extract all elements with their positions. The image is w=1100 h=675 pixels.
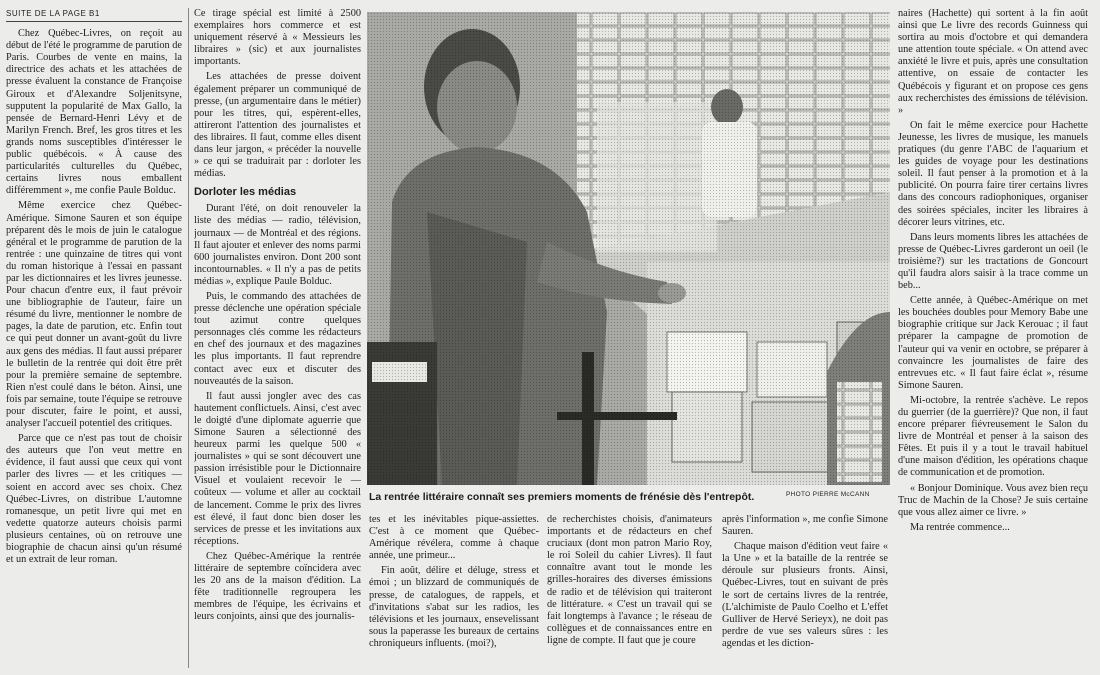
- article-paragraph: Mi-octobre, la rentrée s'achève. Le repos du guerrier (de la guerrière)? Que non, il faut encore préparer fiévreusement le Salon du livre de Montréal et penser à la saison des Fêtes. Et puis il y a tout le travail habituel d'une maison d'édition, les opérations chaque de communication et de promotion.: [898, 394, 1088, 479]
- article-paragraph: Dans leurs moments libres les attachées de presse de Québec-Livres garderont un oeil (le troisième?) sur les tractations de Goncourt qu'il faudra alors saisir à la trace comme un beb...: [898, 231, 1088, 292]
- page-folio: SUITE DE LA PAGE B1: [6, 8, 182, 22]
- article-paragraph: Chaque maison d'édition veut faire « la Une » et la bataille de la rentrée se déroule sur plusieurs fronts. Ainsi, Québec-Livres, tout en suivant de près le sort de certains livres de la rentrée, (L'alchimiste de Paulo Coelho et L'effet Gulliver de Hervé Serieyx), ne doit pas perdre de vue ses valeurs sûres : les agendas et les diction-: [722, 541, 888, 649]
- photo-caption: La rentrée littéraire connaît ses premiers moments de frénésie dès l'entrepôt.: [369, 491, 755, 503]
- article-paragraph: naires (Hachette) qui sortent à la fin août ainsi que Le livre des records Guinness qui sortira au mois d'octobre et qui demandera une attention toute spéciale. « On attend avec anxiété le livre et puis, après une consultation attentive, on essaie de contacter les Québécois y figurant et on propose ces gens aux recherchistes des émissions de télévision. »: [898, 8, 1088, 116]
- article-paragraph: Ce tirage spécial est limité à 2500 exemplaires hors commerce et est uniquement réservé à « Messieurs les libraires » (sic) et aux journalistes importants.: [194, 8, 361, 68]
- article-paragraph: Parce que ce n'est pas tout de choisir des auteurs que l'on veut mettre en évidence, il faut aussi que ceux qui vont parler des livres — et les critiques — soient en accord avec ses choix. Chez Québec-Livres, on distribue L'automne romanesque, un petit livre qui met en vedette quatorze auteurs choisis parmi plusieurs centaines, où on retrouve une biographie de chacun ainsi qu'un résumé et un extrait de leur roman.: [6, 433, 182, 566]
- article-paragraph: après l'information », me confie Simone Sauren.: [722, 514, 888, 538]
- article-paragraph: Ma rentrée commence...: [910, 521, 1010, 533]
- column-divider: [188, 8, 189, 668]
- photo-credit: PHOTO PIERRE McCANN: [786, 491, 870, 498]
- article-paragraph: Cette année, à Québec-Amérique on met les bouchées doubles pour Memory Babe une biographie critique sur Jack Kerouac ; il faut préparer la campagne de promotion de l'auteur qui va venir en octobre, se préparer à convaincre les journalistes de faire des entrevues etc. « Il faut faire éclat », résume Simone Sauren.: [898, 295, 1088, 391]
- article-column-4: [547, 514, 712, 669]
- article-paragraph: Chez Québec-Livres, on reçoit au début de l'été le programme de parution de Paris. Courbes de vente en mains, la directrice des achats et les attachées de presse évaluent la constance de Françoise Giroux et d'Alexandre Soljenitsyne, supputent la popularité de Max Gallo, la pensée de Bernard-Henri Lévy et de Marilyn French. Bref, les gros titres et les grands noms susceptibles d'intéresser le public québécois. « À cause des particularités culturelles du Québec, certains livres nous emballent différemment », me confie Paule Bolduc.: [6, 28, 182, 197]
- article-paragraph: Les attachées de presse doivent également préparer un communiqué de presse, (un argumentaire dans le métier) pour les titres, qui, espèrent-elles, attireront l'attention des journalistes et des libraires. Il faut, comme elles disent dans leur jargon, « précéder la nouvelle » ce qui se traduirait par : dorloter les médias.: [194, 71, 361, 180]
- article-column-6: [898, 8, 1088, 670]
- photo-illustration: [367, 12, 890, 485]
- warehouse-photo: [367, 12, 890, 485]
- article-column-1: [6, 8, 182, 670]
- article-paragraph: Il faut aussi jongler avec des cas hautement conflictuels. Ainsi, c'est avec le doigté d'une diplomate aguerrie que Simone Sauren a sélectionné des heureux parmi les quelque 500 « journalistes » qui se sont découvert une passion irrésistible pour le Dictionnaire Visuel et voulaient recevoir le — coûteux — volume et aller au cocktail de lancement. Comme le prix des livres est élevé, il faut donc bien doser les services de presse et les invitations aux réceptions.: [194, 390, 361, 547]
- subheading: Dorloter les médias: [194, 186, 297, 199]
- article-column-3: [369, 514, 539, 669]
- article-paragraph: On fait le même exercice pour Hachette Jeunesse, les livres de musique, les manuels pratiques (du genre l'ABC de l'aquarium et les guides de voyage pour les destinations soleil. Il faut penser à la promotion et à la publicité. On pourra faire tirer certains livres dans des concours radiophoniques, organiser des soirées spéciales, inciter les libraires à décorer leurs vitrines, etc.: [898, 119, 1088, 228]
- article-column-2: [194, 8, 361, 670]
- article-paragraph: Puis, le commando des attachées de presse déclenche une opération spéciale tout azimut contre quelques personnages clés comme les rédacteurs en chef des journaux et des magazines les plus importants. Il faut reprendre contact avec eux et discuter des nouveautés de la saison.: [194, 290, 361, 387]
- article-paragraph: de recherchistes choisis, d'animateurs importants et de rédacteurs en chef cruciaux (dont mon patron Mario Roy, le roi Soleil du cahier Livres). Il faut connaître avant tout le monde les grilles-horaires des diverses émissions de radio et de télévision qui traiteront de littérature. « C'est un travail qui se fait longtemps à l'avance ; le réseau de collègues et de connaissances entre en ligne de compte. Il faut que je coure: [547, 514, 712, 646]
- article-paragraph: Même exercice chez Québec-Amérique. Simone Sauren et son équipe préparent dès le mois de juin le catalogue général et le programme de parution de la rentrée : une quinzaine de titres qui vont du roman historique à l'essai en passant par les dictionnaires et les livres jeunesse. Pour chacun d'entre eux, il faut prévoir une bibliographie de l'auteur, faire un résumé du livre, mentionner le nombre de pages, la date de parution, etc. Enfin tout ce qui peut donner un avant-goût du livre aux gens des médias. Il faut aussi préparer le bulletin de la rentrée qui doit être prêt pour la première semaine de septembre. Rien n'est coulé dans le béton. Ainsi, une fois par semaine, toute l'équipe se retrouve pour discuter, faire le point, et aussi, analyser l'accueil potentiel des critiques.: [6, 200, 182, 430]
- article-column-5: [722, 514, 888, 669]
- article-paragraph: tes et les inévitables pique-assiettes. C'est à ce moment que Québec-Amérique révélera, comme à chaque année, une primeur...: [369, 514, 539, 562]
- article-paragraph: Fin août, délire et déluge, stress et émoi ; un blizzard de communiqués de presse, de catalogues, de rappels, et d'invitations s'abat sur les radios, les télévisions et les journaux, ensevelissant sous la paperasse les bureaux de certains chroniqueurs influents. (moi?),: [369, 565, 539, 649]
- article-paragraph: « Bonjour Dominique. Vous avez bien reçu Truc de Machin de la Chose? Je suis certaine que vous allez aimer ce livre. »: [898, 482, 1088, 518]
- article-paragraph: Durant l'été, on doit renouveler la liste des médias — radio, télévision, journaux — de Montréal et des régions. Il faut ajouter et enlever des noms parmi 600 journalistes environ. Dont 200 sont incontournables. « Il n'y a pas de petits médias », explique Paule Bolduc.: [194, 203, 361, 287]
- article-paragraph: Chez Québec-Amérique la rentrée littéraire de septembre coïncidera avec les 20 ans de la maison d'édition. La fête traditionnelle regroupera les membres de l'équipe, les écrivains et leurs conjoints, ainsi que des journalis-: [194, 550, 361, 623]
